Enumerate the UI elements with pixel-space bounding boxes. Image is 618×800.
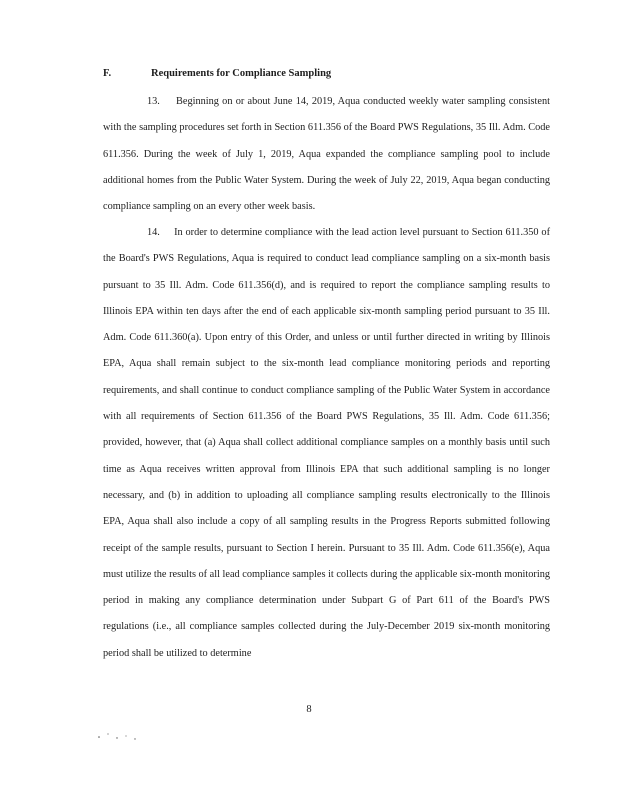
section-letter: F.	[103, 68, 112, 79]
paragraph-text: Beginning on or about June 14, 2019, Aqua conducted weekly water sampling consistent with the sampling procedures set forth in Section 611.356 of the Board PWS Regulations, 35 Ill. Adm. Code 611.356. During the week of July 1, 2019, Aqua expanded the compliance sampling pool to include additional homes from the Public Water System. During the week of July 22, 2019, Aqua began conducting compliance sampling on an every other week basis.	[103, 96, 550, 213]
section-heading	[103, 68, 331, 79]
scan-speckle	[96, 730, 140, 742]
paragraph-13	[103, 89, 550, 220]
section-title: Requirements for Compliance Sampling	[151, 68, 332, 79]
paragraph-text: In order to determine compliance with the lead action level pursuant to Section 611.350 of the Board's PWS Regulations, Aqua is required to conduct lead compliance sampling on a six-month basis pursuant to 35 Ill. Adm. Code 611.356(d), and is required to report the compliance sampling results to Illinois EPA within ten days after the end of each applicable six-month sampling period pursuant to 35 Ill. Adm. Code 611.360(a). Upon entry of this Order, and unless or until further directed in writing by Illinois EPA, Aqua shall remain subject to the six-month lead compliance monitoring periods and reporting requirements, and shall continue to conduct compliance sampling of the Public Water System in accordance with all requirements of Section 611.356 of the Board PWS Regulations, 35 Ill. Adm. Code 611.356; provided, however, that (a) Aqua shall collect additional compliance samples on a monthly basis until such time as Aqua receives written approval from Illinois EPA that such additional sampling is no longer necessary, and (b) in addition to uploading all compliance sampling results electronically to the Illinois EPA, Aqua shall also include a copy of all sampling results in the Progress Reports submitted following receipt of the sample results, pursuant to Section I herein. Pursuant to 35 Ill. Adm. Code 611.356(e), Aqua must utilize the results of all lead compliance samples it collects during the applicable six-month monitoring period in making any compliance determination under Subpart G of Part 611 of the Board's PWS regulations (i.e., all compliance samples collected during the July-December 2019 six-month monitoring period shall be utilized to determine	[103, 227, 550, 659]
paragraph-number: 14.	[147, 227, 160, 238]
page-number: 8	[306, 704, 312, 715]
paragraph-number: 13.	[147, 96, 160, 107]
paragraph-14	[103, 220, 550, 667]
